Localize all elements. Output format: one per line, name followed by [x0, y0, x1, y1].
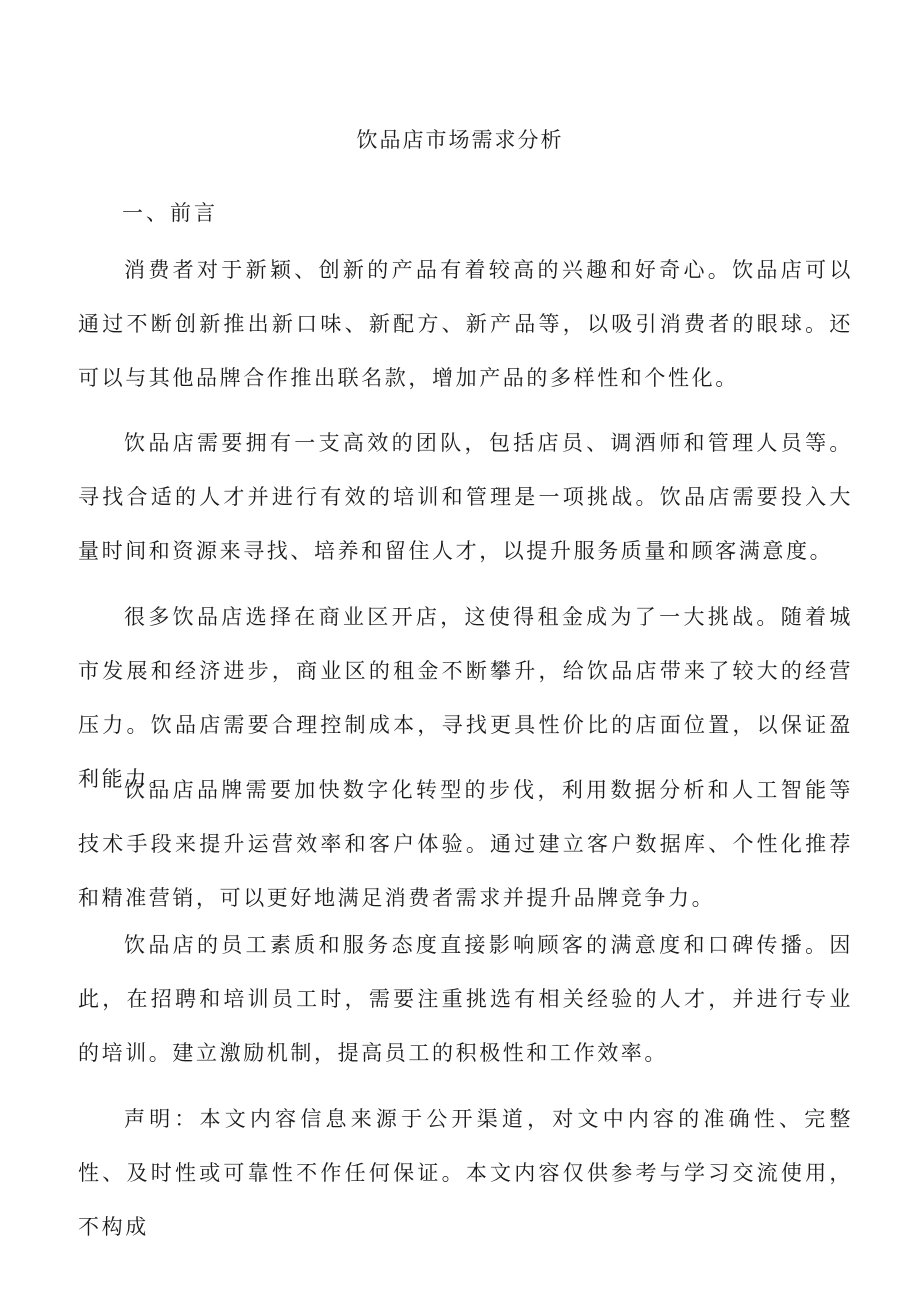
- document-title: 饮品店市场需求分析: [356, 128, 564, 152]
- paragraph-disclaimer: 声明：本文内容信息来源于公开渠道，对文中内容的准确性、完整性、及时性或可靠性不作任何保证。本文内容仅供参考与学习交流使用，不构成: [78, 1107, 853, 1239]
- section-heading-preface: 一、前言: [122, 201, 218, 225]
- paragraph-innovation: 消费者对于新颖、创新的产品有着较高的兴趣和好奇心。饮品店可以通过不断创新推出新口味、新配方、新产品等，以吸引消费者的眼球。还可以与其他品牌合作推出联名款，增加产品的多样性和个性化。: [78, 258, 853, 390]
- paragraph-staff: 饮品店的员工素质和服务态度直接影响顾客的满意度和口碑传播。因此，在招聘和培训员工时，需要注重挑选有相关经验的人才，并进行专业的培训。建立激励机制，提高员工的积极性和工作效率。: [78, 933, 853, 1065]
- paragraph-team: 饮品店需要拥有一支高效的团队，包括店员、调酒师和管理人员等。寻找合适的人才并进行有效的培训和管理是一项挑战。饮品店需要投入大量时间和资源来寻找、培养和留住人才，以提升服务质量和顾客满意度。: [78, 431, 853, 563]
- paragraph-rent: 很多饮品店选择在商业区开店，这使得租金成为了一大挑战。随着城市发展和经济进步，商业区的租金不断攀升，给饮品店带来了较大的经营压力。饮品店需要合理控制成本，寻找更具性价比的店面位置，以保证盈利能力。: [78, 605, 853, 791]
- paragraph-digital: 饮品店品牌需要加快数字化转型的步伐，利用数据分析和人工智能等技术手段来提升运营效率和客户体验。通过建立客户数据库、个性化推荐和精准营销，可以更好地满足消费者需求并提升品牌竞争力。: [78, 778, 853, 910]
